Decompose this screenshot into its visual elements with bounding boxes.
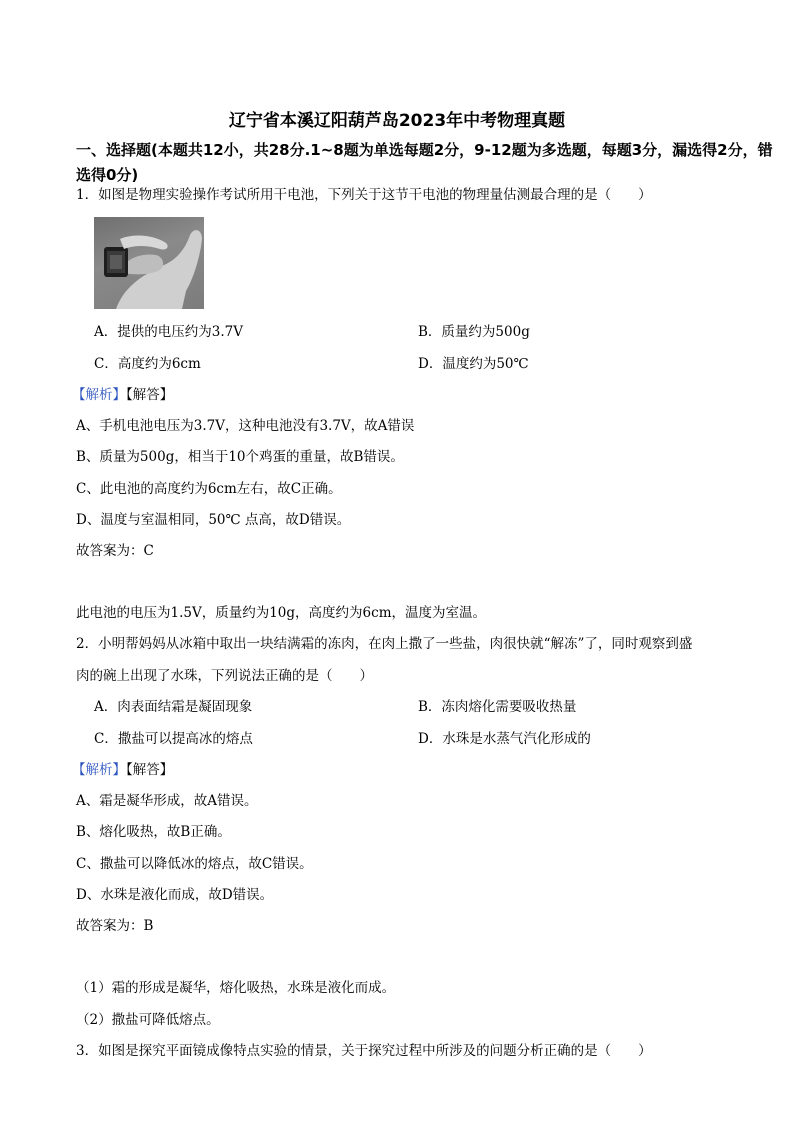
q1-note: 此电池的电压为1.5V，质量约为10g，高度约为6cm，温度为室温。 [76,605,486,621]
q1-analysis-a: A、手机电池电压为3.7V，这种电池没有3.7V，故A错误 [76,418,415,434]
q2-tag-jiexi: 【解析】 [72,762,126,778]
q1-analysis-b: B、质量为500g，相当于10个鸡蛋的重量，故B错误。 [76,449,404,465]
q2-analysis-d: D、水珠是液化而成，故D错误。 [76,887,274,903]
q1-option-d: D．温度约为50℃ [418,356,529,372]
q2-note-2: （2）撒盐可降低熔点。 [76,1012,220,1028]
q2-analysis-b: B、熔化吸热，故B正确。 [76,824,231,840]
q1-option-a: A．提供的电压约为3.7V [94,324,243,340]
q1-analysis-d: D、温度与室温相同，50℃ 点高，故D错误。 [76,512,351,528]
q2-option-b: B．冻肉熔化需要吸收热量 [418,699,577,715]
q2-option-d: D．水珠是水蒸气汽化形成的 [418,731,591,747]
page-title: 辽宁省本溪辽阳葫芦岛2023年中考物理真题 [228,111,566,131]
q1-tag-jiexi: 【解析】 [72,387,126,403]
q1-stem: 1．如图是物理实验操作考试所用干电池，下列关于这节干电池的物理量估测最合理的是（ ） [76,187,652,203]
section-heading: 一、选择题(本题共12小，共28分.1~8题为单选每题2分，9-12题为多选题，每题3分，漏选得2分，错选得0分) [76,141,773,184]
q2-answer: 故答案为：B [76,918,154,934]
q2-tag-jieda: 【解答】 [126,762,174,778]
q1-tag-jieda: 【解答】 [126,387,174,403]
battery-hand-photo [94,217,204,309]
q2-analysis-a: A、霜是凝华形成，故A错误。 [76,793,258,809]
q2-option-a: A．肉表面结霜是凝固现象 [94,699,253,715]
q1-analysis-c: C、此电池的高度约为6cm左右，故C正确。 [76,481,342,497]
q2-note-1: （1）霜的形成是凝华，熔化吸热，水珠是液化而成。 [76,980,396,996]
q3-stem: 3．如图是探究平面镜成像特点实验的情景，关于探究过程中所涉及的问题分析正确的是（ ） [76,1043,652,1059]
q1-answer: 故答案为：C [76,543,154,559]
q2-analysis-tag [72,761,173,779]
q2-option-c: C．撒盐可以提高冰的熔点 [94,731,253,747]
q1-analysis-tag [72,386,173,404]
q2-stem-line1: 2．小明帮妈妈从冰箱中取出一块结满霜的冻肉，在肉上撒了一些盐，肉很快就“解冻”了，同时观察到盛 [76,636,693,652]
q1-option-b: B．质量约为500g [418,324,530,340]
q2-stem-line2: 肉的碗上出现了水珠，下列说法正确的是（ ） [76,668,373,684]
q1-option-c: C．高度约为6cm [94,356,201,372]
q2-analysis-c: C、撒盐可以降低冰的熔点，故C错误。 [76,856,313,872]
